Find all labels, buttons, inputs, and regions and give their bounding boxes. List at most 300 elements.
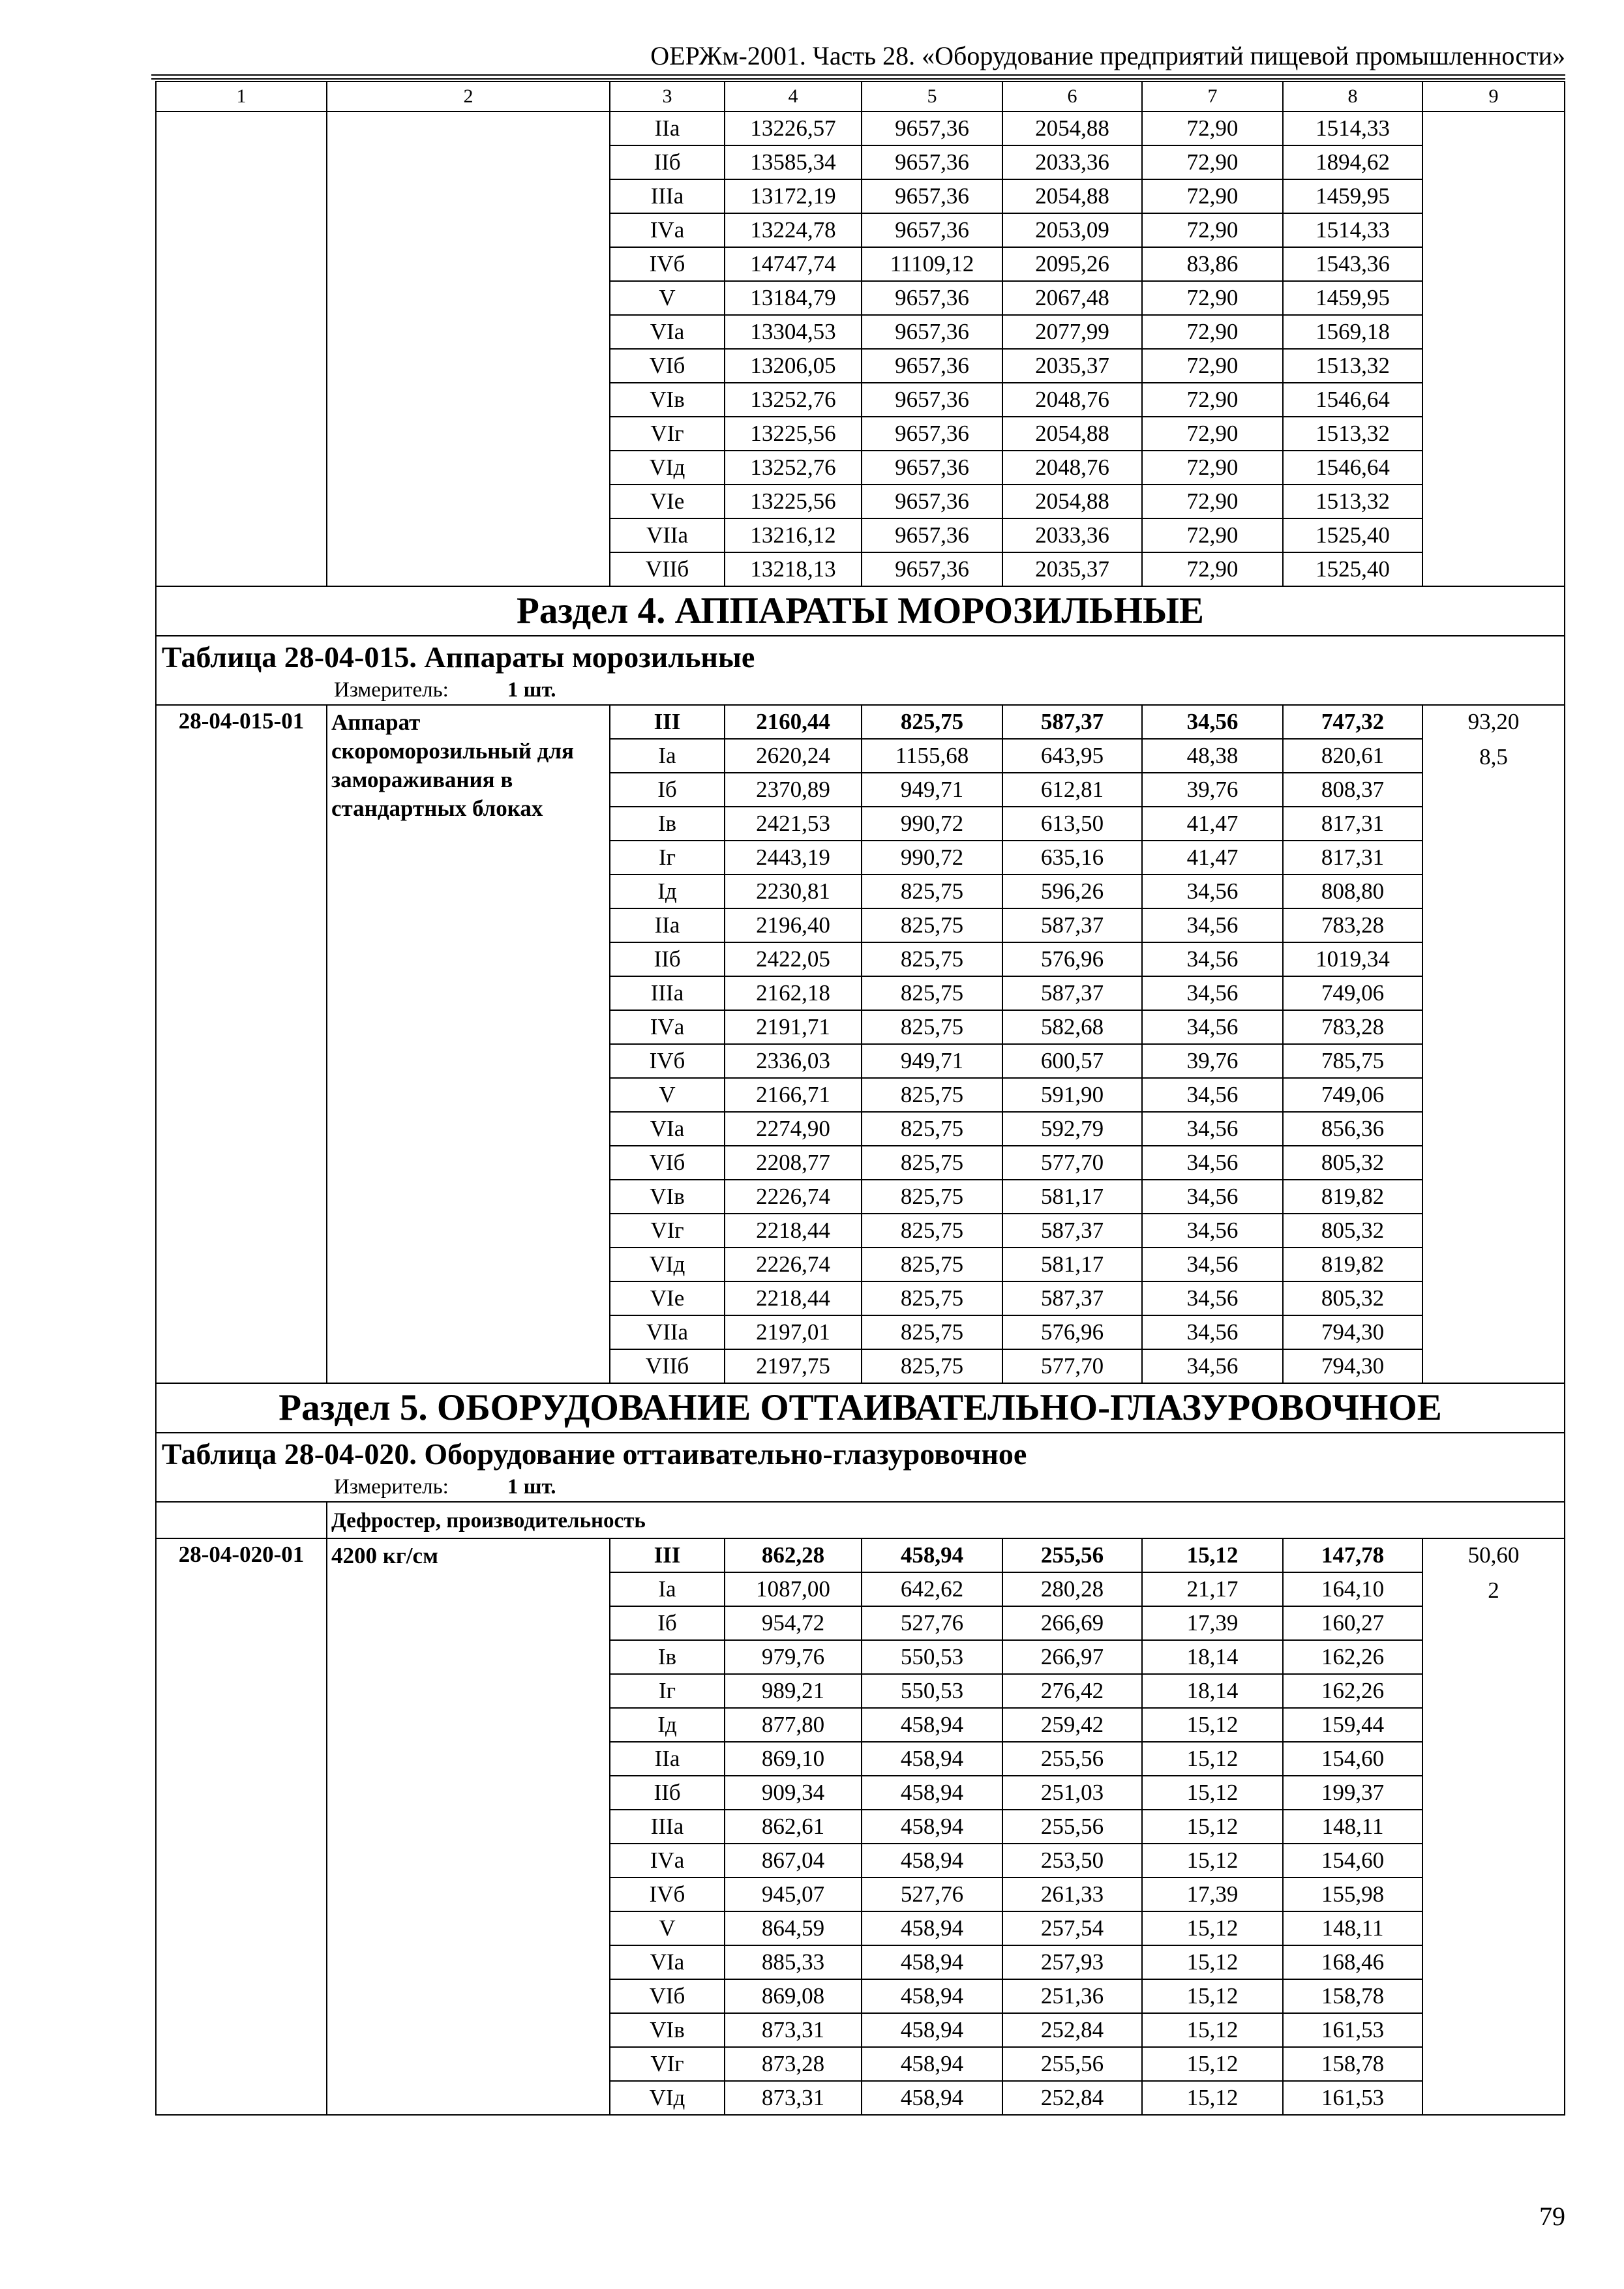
materials-cost-cell: 154,60 <box>1283 1844 1422 1878</box>
materials-cost-cell: 148,11 <box>1283 1810 1422 1844</box>
machine-cost-cell: 255,56 <box>1002 1742 1142 1776</box>
materials-cost-cell: 856,36 <box>1283 1112 1422 1146</box>
driver-wages-cell: 72,90 <box>1142 179 1283 213</box>
machine-cost-cell: 2054,88 <box>1002 179 1142 213</box>
wages-cell: 825,75 <box>862 1315 1002 1349</box>
price-zone-cell: V <box>610 1911 725 1945</box>
materials-cost-cell: 783,28 <box>1283 1010 1422 1044</box>
materials-cost-cell: 199,37 <box>1283 1776 1422 1810</box>
total-cost-cell: 2421,53 <box>725 807 862 841</box>
wages-cell: 990,72 <box>862 807 1002 841</box>
price-zone-cell: Iб <box>610 773 725 807</box>
machine-cost-cell: 2095,26 <box>1002 247 1142 281</box>
wages-cell: 458,94 <box>862 1538 1002 1572</box>
wages-cell: 825,75 <box>862 1010 1002 1044</box>
total-cost-cell: 862,28 <box>725 1538 862 1572</box>
price-zone-cell: IVб <box>610 1044 725 1078</box>
machine-cost-cell: 587,37 <box>1002 1214 1142 1248</box>
materials-cost-cell: 794,30 <box>1283 1315 1422 1349</box>
driver-wages-cell: 72,90 <box>1142 485 1283 518</box>
wages-cell: 825,75 <box>862 875 1002 908</box>
table-row <box>156 112 1565 145</box>
driver-wages-cell: 72,90 <box>1142 518 1283 552</box>
machine-cost-cell: 587,37 <box>1002 1281 1142 1315</box>
driver-wages-cell: 41,47 <box>1142 841 1283 875</box>
driver-wages-cell: 15,12 <box>1142 1945 1283 1979</box>
materials-cost-cell: 1525,40 <box>1283 518 1422 552</box>
wages-cell: 990,72 <box>862 841 1002 875</box>
materials-cost-cell: 164,10 <box>1283 1572 1422 1606</box>
price-zone-cell: VIв <box>610 2013 725 2047</box>
total-cost-cell: 869,10 <box>725 1742 862 1776</box>
total-cost-cell: 885,33 <box>725 1945 862 1979</box>
price-zone-cell: IVа <box>610 1844 725 1878</box>
total-cost-cell: 2226,74 <box>725 1248 862 1281</box>
code-cell: 28-04-015-01 <box>156 705 327 1383</box>
materials-cost-cell: 1546,64 <box>1283 383 1422 417</box>
total-cost-cell: 909,34 <box>725 1776 862 1810</box>
wages-cell: 458,94 <box>862 2081 1002 2115</box>
wages-cell: 458,94 <box>862 1776 1002 1810</box>
machine-cost-cell: 643,95 <box>1002 739 1142 773</box>
machine-cost-cell: 2048,76 <box>1002 451 1142 485</box>
wages-cell: 458,94 <box>862 1945 1002 1979</box>
price-zone-cell: IIа <box>610 908 725 942</box>
price-zone-cell: IIб <box>610 145 725 179</box>
driver-wages-cell: 34,56 <box>1142 942 1283 976</box>
price-zone-cell: Iб <box>610 1606 725 1640</box>
total-cost-cell: 13172,19 <box>725 179 862 213</box>
driver-wages-cell: 15,12 <box>1142 1979 1283 2013</box>
materials-cost-cell: 1543,36 <box>1283 247 1422 281</box>
total-cost-cell: 2208,77 <box>725 1146 862 1180</box>
price-zone-cell: VIб <box>610 1979 725 2013</box>
machine-cost-cell: 591,90 <box>1002 1078 1142 1112</box>
materials-cost-cell: 1513,32 <box>1283 349 1422 383</box>
price-zone-cell: VIд <box>610 451 725 485</box>
group-label: Дефростер, производительность <box>331 1508 646 1533</box>
price-zone-cell: Iа <box>610 739 725 773</box>
materials-cost-cell: 168,46 <box>1283 1945 1422 1979</box>
machine-cost-cell: 581,17 <box>1002 1248 1142 1281</box>
driver-wages-cell: 72,90 <box>1142 451 1283 485</box>
price-zone-cell: IVб <box>610 1878 725 1911</box>
total-cost-cell: 2218,44 <box>725 1281 862 1315</box>
materials-cost-cell: 805,32 <box>1283 1281 1422 1315</box>
price-zone-cell: VIе <box>610 485 725 518</box>
column-number: 6 <box>1002 82 1142 112</box>
price-zone-cell: V <box>610 281 725 315</box>
meter-line <box>334 1473 1556 1501</box>
wages-cell: 825,75 <box>862 1214 1002 1248</box>
driver-wages-cell: 15,12 <box>1142 1844 1283 1878</box>
wages-cell: 9657,36 <box>862 451 1002 485</box>
total-cost-cell: 873,28 <box>725 2047 862 2081</box>
total-cost-cell: 2197,75 <box>725 1349 862 1383</box>
driver-wages-cell: 34,56 <box>1142 1315 1283 1349</box>
driver-wages-cell: 15,12 <box>1142 1742 1283 1776</box>
machine-cost-cell: 257,54 <box>1002 1911 1142 1945</box>
price-zone-cell: VIд <box>610 2081 725 2115</box>
price-zone-cell: IIIа <box>610 179 725 213</box>
machine-cost-cell: 280,28 <box>1002 1572 1142 1606</box>
wages-cell: 825,75 <box>862 1248 1002 1281</box>
materials-cost-cell: 148,11 <box>1283 1911 1422 1945</box>
price-zone-cell: VIе <box>610 1281 725 1315</box>
machine-cost-cell: 266,97 <box>1002 1640 1142 1674</box>
driver-wages-cell: 41,47 <box>1142 807 1283 841</box>
rate-cell <box>1422 705 1565 1383</box>
wages-cell: 9657,36 <box>862 383 1002 417</box>
materials-cost-cell: 147,78 <box>1283 1538 1422 1572</box>
total-cost-cell: 13216,12 <box>725 518 862 552</box>
machine-cost-cell: 261,33 <box>1002 1878 1142 1911</box>
wages-cell: 825,75 <box>862 1281 1002 1315</box>
total-cost-cell: 13585,34 <box>725 145 862 179</box>
materials-cost-cell: 805,32 <box>1283 1214 1422 1248</box>
materials-cost-cell: 161,53 <box>1283 2081 1422 2115</box>
price-zone-cell: Iв <box>610 1640 725 1674</box>
driver-wages-cell: 15,12 <box>1142 1538 1283 1572</box>
total-cost-cell: 2162,18 <box>725 976 862 1010</box>
wages-cell: 642,62 <box>862 1572 1002 1606</box>
wages-cell: 9657,36 <box>862 179 1002 213</box>
total-cost-cell: 873,31 <box>725 2013 862 2047</box>
total-cost-cell: 862,61 <box>725 1810 862 1844</box>
total-cost-cell: 979,76 <box>725 1640 862 1674</box>
machine-cost-cell: 266,69 <box>1002 1606 1142 1640</box>
total-cost-cell: 945,07 <box>725 1878 862 1911</box>
total-cost-cell: 1087,00 <box>725 1572 862 1606</box>
wages-cell: 11109,12 <box>862 247 1002 281</box>
machine-cost-cell: 2048,76 <box>1002 383 1142 417</box>
price-zone-cell: VIа <box>610 315 725 349</box>
rate-cell <box>1422 112 1565 586</box>
total-cost-cell: 867,04 <box>725 1844 862 1878</box>
total-cost-cell: 2218,44 <box>725 1214 862 1248</box>
machine-cost-cell: 252,84 <box>1002 2013 1142 2047</box>
price-zone-cell: VIIб <box>610 1349 725 1383</box>
total-cost-cell: 2620,24 <box>725 739 862 773</box>
machine-cost-cell: 577,70 <box>1002 1349 1142 1383</box>
machine-cost-cell: 253,50 <box>1002 1844 1142 1878</box>
machine-cost-cell: 576,96 <box>1002 1315 1142 1349</box>
page-number: 79 <box>1539 2202 1565 2231</box>
section-title-row <box>156 1383 1565 1433</box>
meter-line <box>334 676 1556 704</box>
machine-cost-cell: 582,68 <box>1002 1010 1142 1044</box>
materials-cost-cell: 749,06 <box>1283 1078 1422 1112</box>
price-zone-cell: VIа <box>610 1945 725 1979</box>
machine-cost-cell: 255,56 <box>1002 1538 1142 1572</box>
driver-wages-cell: 17,39 <box>1142 1606 1283 1640</box>
driver-wages-cell: 72,90 <box>1142 349 1283 383</box>
wages-cell: 550,53 <box>862 1640 1002 1674</box>
table-title: Таблица 28-04-020. Оборудование оттаивательно-глазуровочное <box>162 1437 1027 1471</box>
machine-cost-cell: 2033,36 <box>1002 518 1142 552</box>
machine-cost-cell: 251,03 <box>1002 1776 1142 1810</box>
driver-wages-cell: 34,56 <box>1142 1010 1283 1044</box>
rate-value-2: 2 <box>1488 1578 1499 1603</box>
materials-cost-cell: 1569,18 <box>1283 315 1422 349</box>
wages-cell: 825,75 <box>862 908 1002 942</box>
wages-cell: 9657,36 <box>862 552 1002 586</box>
section-title <box>156 1383 1565 1433</box>
machine-cost-cell: 600,57 <box>1002 1044 1142 1078</box>
group-label-row <box>156 1502 1565 1538</box>
empty-cell <box>156 1502 327 1538</box>
machine-cost-cell: 2035,37 <box>1002 552 1142 586</box>
price-zone-cell: IVа <box>610 213 725 247</box>
price-zone-cell: IIIа <box>610 976 725 1010</box>
price-zone-cell: Iд <box>610 1708 725 1742</box>
wages-cell: 9657,36 <box>862 145 1002 179</box>
wages-cell: 550,53 <box>862 1674 1002 1708</box>
price-zone-cell: IIб <box>610 1776 725 1810</box>
table-row <box>156 1538 1565 1572</box>
column-number: 7 <box>1142 82 1283 112</box>
wages-cell: 458,94 <box>862 1979 1002 2013</box>
price-zone-cell: IIа <box>610 1742 725 1776</box>
total-cost-cell: 2370,89 <box>725 773 862 807</box>
driver-wages-cell: 72,90 <box>1142 213 1283 247</box>
machine-cost-cell: 577,70 <box>1002 1146 1142 1180</box>
driver-wages-cell: 34,56 <box>1142 875 1283 908</box>
price-zone-cell: VIв <box>610 383 725 417</box>
page-header: ОЕРЖм-2001. Часть 28. «Оборудование предприятий пищевой промышленности» <box>650 41 1565 70</box>
column-number: 3 <box>610 82 725 112</box>
wages-cell: 527,76 <box>862 1606 1002 1640</box>
materials-cost-cell: 805,32 <box>1283 1146 1422 1180</box>
wages-cell: 825,75 <box>862 705 1002 739</box>
total-cost-cell: 13225,56 <box>725 485 862 518</box>
section-title-row <box>156 586 1565 636</box>
rate-cell <box>1422 1538 1565 2115</box>
table-title-row <box>156 1433 1565 1502</box>
wages-cell: 825,75 <box>862 1112 1002 1146</box>
driver-wages-cell: 34,56 <box>1142 1146 1283 1180</box>
driver-wages-cell: 34,56 <box>1142 1281 1283 1315</box>
materials-cost-cell: 1513,32 <box>1283 485 1422 518</box>
driver-wages-cell: 18,14 <box>1142 1674 1283 1708</box>
materials-cost-cell: 1546,64 <box>1283 451 1422 485</box>
price-zone-cell: VIIб <box>610 552 725 586</box>
description-cell: Аппарат скороморозильный для замораживания в стандартных блоках <box>327 705 610 1383</box>
driver-wages-cell: 15,12 <box>1142 1708 1283 1742</box>
wages-cell: 825,75 <box>862 1180 1002 1214</box>
materials-cost-cell: 1019,34 <box>1283 942 1422 976</box>
price-zone-cell: IIб <box>610 942 725 976</box>
column-number: 4 <box>725 82 862 112</box>
machine-cost-cell: 252,84 <box>1002 2081 1142 2115</box>
price-zone-cell: VIг <box>610 1214 725 1248</box>
total-cost-cell: 2191,71 <box>725 1010 862 1044</box>
total-cost-cell: 14747,74 <box>725 247 862 281</box>
driver-wages-cell: 39,76 <box>1142 773 1283 807</box>
wages-cell: 458,94 <box>862 2013 1002 2047</box>
materials-cost-cell: 160,27 <box>1283 1606 1422 1640</box>
machine-cost-cell: 587,37 <box>1002 705 1142 739</box>
wages-cell: 949,71 <box>862 1044 1002 1078</box>
table-title-cell <box>156 636 1565 705</box>
meter-label: Измеритель: <box>334 678 449 702</box>
column-number: 1 <box>156 82 327 112</box>
materials-cost-cell: 161,53 <box>1283 2013 1422 2047</box>
wages-cell: 825,75 <box>862 1078 1002 1112</box>
driver-wages-cell: 21,17 <box>1142 1572 1283 1606</box>
total-cost-cell: 13252,76 <box>725 451 862 485</box>
driver-wages-cell: 72,90 <box>1142 552 1283 586</box>
total-cost-cell: 2166,71 <box>725 1078 862 1112</box>
header-rule <box>151 74 1565 80</box>
total-cost-cell: 2197,01 <box>725 1315 862 1349</box>
meter-label: Измеритель: <box>334 1475 449 1499</box>
machine-cost-cell: 2054,88 <box>1002 417 1142 451</box>
wages-cell: 458,94 <box>862 1810 1002 1844</box>
group-label-cell <box>327 1502 1565 1538</box>
total-cost-cell: 2443,19 <box>725 841 862 875</box>
machine-cost-cell: 592,79 <box>1002 1112 1142 1146</box>
description-cell: 4200 кг/см <box>327 1538 610 2115</box>
column-number: 2 <box>327 82 610 112</box>
machine-cost-cell: 276,42 <box>1002 1674 1142 1708</box>
total-cost-cell: 2274,90 <box>725 1112 862 1146</box>
price-zone-cell: VIд <box>610 1248 725 1281</box>
table-title: Таблица 28-04-015. Аппараты морозильные <box>162 640 755 674</box>
driver-wages-cell: 34,56 <box>1142 1214 1283 1248</box>
driver-wages-cell: 72,90 <box>1142 417 1283 451</box>
materials-cost-cell: 819,82 <box>1283 1180 1422 1214</box>
total-cost-cell: 869,08 <box>725 1979 862 2013</box>
materials-cost-cell: 783,28 <box>1283 908 1422 942</box>
driver-wages-cell: 18,14 <box>1142 1640 1283 1674</box>
price-zone-cell: IVб <box>610 247 725 281</box>
wages-cell: 9657,36 <box>862 518 1002 552</box>
wages-cell: 825,75 <box>862 1349 1002 1383</box>
table-title-cell <box>156 1433 1565 1502</box>
wages-cell: 458,94 <box>862 1742 1002 1776</box>
rate-value-1: 50,60 <box>1467 1542 1520 1568</box>
machine-cost-cell: 2035,37 <box>1002 349 1142 383</box>
materials-cost-cell: 1894,62 <box>1283 145 1422 179</box>
driver-wages-cell: 15,12 <box>1142 2081 1283 2115</box>
materials-cost-cell: 817,31 <box>1283 841 1422 875</box>
wages-cell: 825,75 <box>862 1146 1002 1180</box>
rate-value-2: 8,5 <box>1479 744 1508 770</box>
table-title-row <box>156 636 1565 705</box>
total-cost-cell: 13224,78 <box>725 213 862 247</box>
price-table-body <box>156 82 1565 2115</box>
total-cost-cell: 13226,57 <box>725 112 862 145</box>
price-zone-cell: VIIа <box>610 1315 725 1349</box>
wages-cell: 825,75 <box>862 942 1002 976</box>
total-cost-cell: 877,80 <box>725 1708 862 1742</box>
code-cell: 28-04-020-01 <box>156 1538 327 2115</box>
materials-cost-cell: 1459,95 <box>1283 281 1422 315</box>
materials-cost-cell: 162,26 <box>1283 1674 1422 1708</box>
column-number: 5 <box>862 82 1002 112</box>
price-zone-cell: VIа <box>610 1112 725 1146</box>
driver-wages-cell: 34,56 <box>1142 976 1283 1010</box>
price-zone-cell: Iд <box>610 875 725 908</box>
driver-wages-cell: 34,56 <box>1142 1078 1283 1112</box>
machine-cost-cell: 587,37 <box>1002 908 1142 942</box>
materials-cost-cell: 749,06 <box>1283 976 1422 1010</box>
total-cost-cell: 13184,79 <box>725 281 862 315</box>
driver-wages-cell: 15,12 <box>1142 1776 1283 1810</box>
price-zone-cell: IVа <box>610 1010 725 1044</box>
total-cost-cell: 2160,44 <box>725 705 862 739</box>
materials-cost-cell: 819,82 <box>1283 1248 1422 1281</box>
machine-cost-cell: 251,36 <box>1002 1979 1142 2013</box>
driver-wages-cell: 34,56 <box>1142 908 1283 942</box>
price-zone-cell: V <box>610 1078 725 1112</box>
wages-cell: 9657,36 <box>862 417 1002 451</box>
driver-wages-cell: 34,56 <box>1142 1112 1283 1146</box>
machine-cost-cell: 596,26 <box>1002 875 1142 908</box>
materials-cost-cell: 794,30 <box>1283 1349 1422 1383</box>
price-zone-cell: VIб <box>610 1146 725 1180</box>
price-zone-cell: VIг <box>610 2047 725 2081</box>
price-zone-cell: Iа <box>610 1572 725 1606</box>
machine-cost-cell: 581,17 <box>1002 1180 1142 1214</box>
price-zone-cell: VIв <box>610 1180 725 1214</box>
driver-wages-cell: 34,56 <box>1142 705 1283 739</box>
machine-cost-cell: 2033,36 <box>1002 145 1142 179</box>
total-cost-cell: 2196,40 <box>725 908 862 942</box>
price-zone-cell: VIб <box>610 349 725 383</box>
wages-cell: 9657,36 <box>862 281 1002 315</box>
total-cost-cell: 873,31 <box>725 2081 862 2115</box>
total-cost-cell: 13304,53 <box>725 315 862 349</box>
wages-cell: 9657,36 <box>862 485 1002 518</box>
wages-cell: 9657,36 <box>862 112 1002 145</box>
table-row <box>156 705 1565 739</box>
driver-wages-cell: 15,12 <box>1142 1810 1283 1844</box>
total-cost-cell: 13225,56 <box>725 417 862 451</box>
materials-cost-cell: 747,32 <box>1283 705 1422 739</box>
driver-wages-cell: 15,12 <box>1142 2013 1283 2047</box>
machine-cost-cell: 587,37 <box>1002 976 1142 1010</box>
materials-cost-cell: 785,75 <box>1283 1044 1422 1078</box>
price-zone-cell: III <box>610 705 725 739</box>
materials-cost-cell: 1514,33 <box>1283 213 1422 247</box>
machine-cost-cell: 2054,88 <box>1002 112 1142 145</box>
materials-cost-cell: 1459,95 <box>1283 179 1422 213</box>
machine-cost-cell: 635,16 <box>1002 841 1142 875</box>
column-number-row <box>156 82 1565 112</box>
price-zone-cell: Iв <box>610 807 725 841</box>
total-cost-cell: 989,21 <box>725 1674 862 1708</box>
machine-cost-cell: 612,81 <box>1002 773 1142 807</box>
driver-wages-cell: 15,12 <box>1142 2047 1283 2081</box>
driver-wages-cell: 34,56 <box>1142 1180 1283 1214</box>
driver-wages-cell: 17,39 <box>1142 1878 1283 1911</box>
column-number: 8 <box>1283 82 1422 112</box>
wages-cell: 458,94 <box>862 1844 1002 1878</box>
price-zone-cell: III <box>610 1538 725 1572</box>
driver-wages-cell: 72,90 <box>1142 112 1283 145</box>
materials-cost-cell: 1514,33 <box>1283 112 1422 145</box>
price-zone-cell: VIг <box>610 417 725 451</box>
machine-cost-cell: 613,50 <box>1002 807 1142 841</box>
driver-wages-cell: 72,90 <box>1142 281 1283 315</box>
wages-cell: 825,75 <box>862 976 1002 1010</box>
wages-cell: 9657,36 <box>862 315 1002 349</box>
section-title-text: Раздел 5. ОБОРУДОВАНИЕ ОТТАИВАТЕЛЬНО-ГЛАЗУРОВОЧНОЕ <box>278 1387 1442 1428</box>
materials-cost-cell: 808,80 <box>1283 875 1422 908</box>
total-cost-cell: 2230,81 <box>725 875 862 908</box>
